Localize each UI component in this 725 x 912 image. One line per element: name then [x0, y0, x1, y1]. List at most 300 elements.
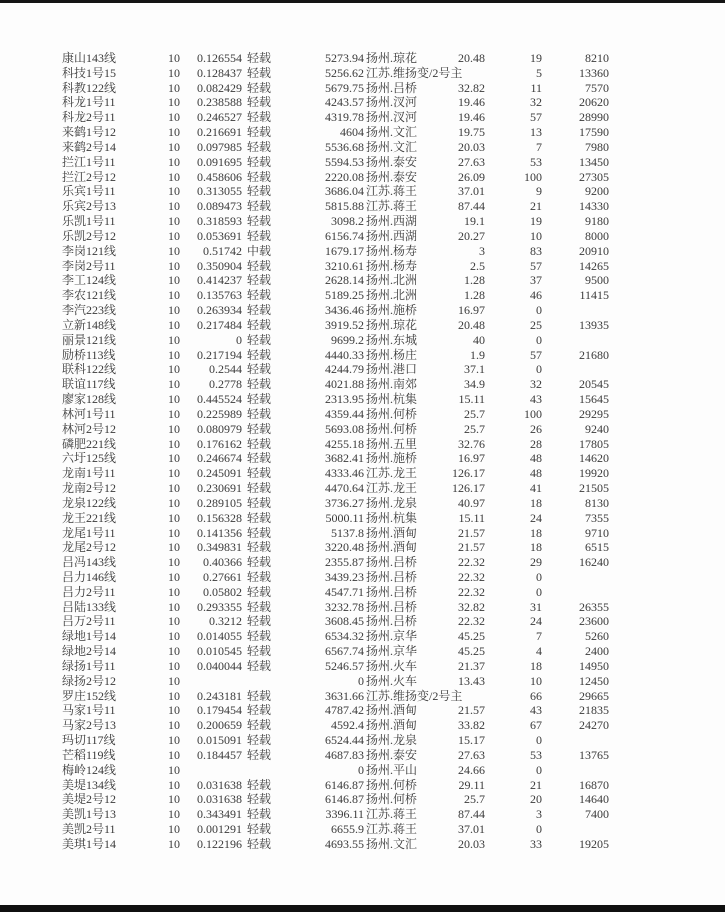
count-cell: 48 — [530, 451, 542, 466]
load-status-cell: 中载 — [247, 243, 272, 258]
voltage-cell: 10 — [168, 777, 180, 792]
station-cell: 扬州.京华 — [366, 644, 418, 659]
table-row[interactable] — [62, 585, 622, 600]
value1-cell: 4021.88 — [325, 377, 364, 392]
value1-cell: 0 — [358, 762, 364, 777]
value3-cell: 28990 — [579, 110, 609, 125]
station-cell: 江苏.蒋王 — [366, 184, 418, 199]
station-cell: 扬州.西湖 — [366, 214, 418, 229]
value3-cell: 19205 — [579, 836, 609, 851]
station-cell: 扬州.汊河 — [366, 110, 418, 125]
count-cell: 57 — [530, 110, 542, 125]
load-status-cell: 轻载 — [247, 377, 272, 392]
line-name-cell: 芒稻119线 — [62, 747, 116, 762]
load-status-cell: 轻载 — [247, 95, 272, 110]
line-name-cell: 来鹤1号12 — [62, 125, 117, 140]
value2-cell: 1.28 — [464, 288, 485, 303]
line-name-cell: 玛切117线 — [62, 733, 116, 748]
line-name-cell: 马家2号13 — [62, 718, 117, 733]
count-cell: 0 — [536, 762, 542, 777]
value2-cell: 45.25 — [458, 629, 485, 644]
value2-cell: 40.97 — [458, 495, 485, 510]
value2-cell: 32.82 — [458, 599, 485, 614]
value2-cell: 21.57 — [458, 525, 485, 540]
value1-cell: 3608.45 — [325, 614, 364, 629]
table-row[interactable] — [62, 170, 622, 185]
table-row[interactable] — [62, 570, 622, 585]
table-row[interactable] — [62, 95, 622, 110]
line-name-cell: 六圩125线 — [62, 451, 117, 466]
line-name-cell: 美堤134线 — [62, 777, 117, 792]
table-row[interactable] — [62, 778, 622, 793]
value3-cell: 21835 — [579, 703, 609, 718]
value1-cell: 6156.74 — [325, 228, 364, 243]
value1-cell: 0 — [358, 673, 364, 688]
value1-cell: 1679.17 — [325, 243, 364, 258]
load-ratio-cell: 0.230691 — [197, 481, 242, 496]
value1-cell: 5273.94 — [325, 51, 364, 65]
table-row[interactable] — [62, 555, 622, 570]
table-row[interactable] — [62, 348, 622, 363]
voltage-cell: 10 — [168, 792, 180, 807]
line-name-cell: 美凯1号13 — [62, 807, 117, 822]
table-row[interactable] — [62, 792, 622, 807]
line-name-cell: 李岗2号11 — [62, 258, 116, 273]
load-ratio-cell: 0.2778 — [209, 377, 242, 392]
table-row[interactable] — [62, 466, 622, 481]
count-cell: 19 — [530, 214, 542, 229]
value2-cell: 87.44 — [458, 807, 485, 822]
table-row[interactable] — [62, 481, 622, 496]
load-status-cell: 轻载 — [247, 718, 272, 733]
station-cell: 扬州.火车 — [366, 658, 418, 673]
value1-cell: 3439.23 — [325, 569, 364, 584]
station-cell: 扬州.北洲 — [366, 288, 418, 303]
table-row[interactable] — [62, 273, 622, 288]
line-name-cell: 龙南1号11 — [62, 466, 116, 481]
value3-cell: 14620 — [579, 451, 609, 466]
station-cell: 扬州.酒甸 — [366, 703, 418, 718]
load-status-cell: 轻载 — [247, 347, 272, 362]
load-ratio-cell: 0.349831 — [197, 540, 242, 555]
voltage-cell: 10 — [168, 288, 180, 303]
value3-cell: 29665 — [579, 688, 609, 703]
table-row[interactable] — [62, 703, 622, 718]
voltage-cell: 10 — [168, 228, 180, 243]
value2-cell: 1.28 — [464, 273, 485, 288]
line-name-cell: 科龙2号11 — [62, 110, 116, 125]
table-row[interactable] — [62, 540, 622, 555]
line-name-cell: 美凯2号11 — [62, 822, 116, 837]
table-row[interactable] — [62, 733, 622, 748]
line-name-cell: 罗庄152线 — [62, 688, 117, 703]
count-cell: 10 — [530, 228, 542, 243]
load-ratio-cell: 0.40366 — [203, 555, 242, 570]
value1-cell: 5594.53 — [325, 154, 364, 169]
count-cell: 20 — [530, 792, 542, 807]
table-row[interactable] — [62, 718, 622, 733]
load-ratio-cell: 0.217484 — [197, 317, 242, 332]
value1-cell: 4787.42 — [325, 703, 364, 718]
value3-cell — [542, 303, 609, 318]
load-status-cell: 轻载 — [247, 65, 272, 80]
value1-cell: 5246.57 — [325, 658, 364, 673]
voltage-cell: 10 — [168, 629, 180, 644]
line-name-cell: 康山143线 — [62, 51, 117, 65]
line-name-cell: 励桥113线 — [62, 347, 116, 362]
table-row[interactable] — [62, 674, 622, 689]
value3-cell — [542, 570, 609, 585]
table-row[interactable] — [62, 496, 622, 511]
value1-cell: 3736.27 — [325, 495, 364, 510]
station-cell: 扬州.琼花 — [366, 317, 418, 332]
load-ratio-cell: 0.263934 — [197, 303, 242, 318]
line-name-cell: 吕万2号11 — [62, 614, 116, 629]
table-row[interactable] — [62, 407, 622, 422]
count-cell: 100 — [524, 169, 542, 184]
load-ratio-cell: 0.126554 — [197, 51, 242, 65]
station-cell: 扬州.酒甸 — [366, 718, 418, 733]
table-row[interactable] — [62, 362, 622, 377]
voltage-cell: 10 — [168, 303, 180, 318]
voltage-cell: 10 — [168, 258, 180, 273]
line-name-cell: 乐宾1号11 — [62, 184, 116, 199]
line-name-cell: 丽景121线 — [62, 332, 117, 347]
value1-cell: 4359.44 — [325, 406, 364, 421]
value3-cell: 5260 — [585, 629, 609, 644]
load-status-cell: 轻载 — [247, 332, 272, 347]
station-cell: 扬州.文汇 — [366, 836, 418, 851]
table-row[interactable] — [62, 184, 622, 199]
voltage-cell: 10 — [168, 703, 180, 718]
value3-cell: 6515 — [585, 540, 609, 555]
voltage-cell: 10 — [168, 466, 180, 481]
value3-cell: 19920 — [579, 466, 609, 481]
value1-cell: 4693.55 — [325, 836, 364, 851]
station-cell: 江苏.维扬变/2号主 — [366, 65, 463, 80]
line-name-cell: 绿扬1号11 — [62, 658, 116, 673]
load-ratio-cell: 0.184457 — [197, 747, 242, 762]
load-status-cell: 轻载 — [247, 139, 272, 154]
count-cell: 53 — [530, 154, 542, 169]
load-ratio-cell: 0.216691 — [197, 125, 242, 140]
table-row[interactable] — [62, 837, 622, 852]
table-row[interactable] — [62, 110, 622, 125]
value1-cell: 5256.62 — [325, 65, 364, 80]
voltage-cell: 10 — [168, 243, 180, 258]
value2-cell: 126.17 — [452, 466, 485, 481]
table-row[interactable] — [62, 66, 622, 81]
value2-cell: 15.11 — [458, 510, 485, 525]
value2-cell: 32.82 — [458, 80, 485, 95]
count-cell: 18 — [530, 658, 542, 673]
value1-cell: 3098.2 — [331, 214, 364, 229]
count-cell: 48 — [530, 466, 542, 481]
load-ratio-cell: 0.179454 — [197, 703, 242, 718]
count-cell: 0 — [536, 569, 542, 584]
station-cell: 江苏.蒋王 — [366, 822, 418, 837]
station-cell: 扬州.东城 — [366, 332, 418, 347]
table-row[interactable] — [62, 318, 622, 333]
value3-cell: 12450 — [579, 673, 609, 688]
table-row[interactable] — [62, 244, 622, 259]
value2-cell: 22.32 — [458, 569, 485, 584]
load-status-cell: 轻载 — [247, 317, 272, 332]
load-ratio-cell: 0.014055 — [197, 629, 242, 644]
load-status-cell: 轻载 — [247, 822, 272, 837]
count-cell: 21 — [530, 777, 542, 792]
value1-cell: 4604 — [340, 125, 364, 140]
table-row[interactable] — [62, 51, 622, 66]
line-name-cell: 马家1号11 — [62, 703, 116, 718]
table-row[interactable] — [62, 689, 622, 704]
value2-cell: 24.66 — [458, 762, 485, 777]
load-ratio-cell: 0.350904 — [197, 258, 242, 273]
window-bottom-border — [0, 905, 725, 912]
line-name-cell: 吕力2号11 — [62, 584, 116, 599]
count-cell: 3 — [536, 807, 542, 822]
voltage-cell: 10 — [168, 317, 180, 332]
load-status-cell: 轻载 — [247, 51, 272, 65]
value3-cell: 21680 — [579, 347, 609, 362]
load-status-cell: 轻载 — [247, 436, 272, 451]
table-row[interactable] — [62, 392, 622, 407]
load-status-cell: 轻载 — [247, 466, 272, 481]
table-row[interactable] — [62, 303, 622, 318]
value1-cell: 3220.48 — [325, 540, 364, 555]
voltage-cell: 10 — [168, 139, 180, 154]
load-status-cell: 轻载 — [247, 80, 272, 95]
table-row[interactable] — [62, 259, 622, 274]
table-row[interactable] — [62, 822, 622, 837]
count-cell: 18 — [530, 495, 542, 510]
load-ratio-cell: 0.245091 — [197, 466, 242, 481]
voltage-cell: 10 — [168, 184, 180, 199]
count-cell: 24 — [530, 510, 542, 525]
value1-cell: 2313.95 — [325, 392, 364, 407]
voltage-cell: 10 — [168, 822, 180, 837]
value3-cell: 15645 — [579, 392, 609, 407]
value2-cell: 45.25 — [458, 644, 485, 659]
table-row[interactable] — [62, 229, 622, 244]
value2-cell: 19.46 — [458, 95, 485, 110]
count-cell: 0 — [536, 733, 542, 748]
station-cell: 扬州.吕桥 — [366, 555, 418, 570]
load-ratio-cell: 0.080979 — [197, 421, 242, 436]
load-ratio-cell: 0.05802 — [203, 584, 242, 599]
table-row[interactable] — [62, 511, 622, 526]
table-row[interactable] — [62, 600, 622, 615]
line-name-cell: 廖家128线 — [62, 392, 117, 407]
station-cell: 扬州.何桥 — [366, 421, 418, 436]
value3-cell: 9710 — [585, 525, 609, 540]
value2-cell: 34.9 — [464, 377, 485, 392]
load-status-cell: 轻载 — [247, 184, 272, 199]
voltage-cell: 10 — [168, 169, 180, 184]
table-row[interactable] — [62, 748, 622, 763]
voltage-cell: 10 — [168, 436, 180, 451]
load-ratio-cell: 0.176162 — [197, 436, 242, 451]
voltage-cell: 10 — [168, 332, 180, 347]
value2-cell: 40 — [473, 332, 485, 347]
value1-cell: 3396.11 — [325, 807, 364, 822]
value2-cell: 1.9 — [470, 347, 485, 362]
load-ratio-cell: 0.414237 — [197, 273, 242, 288]
value1-cell: 6146.87 — [325, 777, 364, 792]
table-row[interactable] — [62, 377, 622, 392]
value2-cell: 19.1 — [464, 214, 485, 229]
value3-cell: 24270 — [579, 718, 609, 733]
voltage-cell: 10 — [168, 525, 180, 540]
value2-cell: 16.97 — [458, 303, 485, 318]
line-name-cell: 来鹤2号14 — [62, 139, 117, 154]
voltage-cell: 10 — [168, 421, 180, 436]
value1-cell: 5000.11 — [325, 510, 364, 525]
value2-cell: 22.32 — [458, 614, 485, 629]
station-cell: 扬州.吕桥 — [366, 614, 418, 629]
line-name-cell: 立新148线 — [62, 317, 117, 332]
load-status-cell: 轻载 — [247, 495, 272, 510]
table-row[interactable] — [62, 125, 622, 140]
table-row[interactable] — [62, 214, 622, 229]
station-cell: 扬州.西湖 — [366, 228, 418, 243]
load-status-cell: 轻载 — [247, 584, 272, 599]
value2-cell: 37.1 — [464, 362, 485, 377]
voltage-cell: 10 — [168, 688, 180, 703]
voltage-cell: 10 — [168, 214, 180, 229]
load-ratio-cell: 0.238588 — [197, 95, 242, 110]
voltage-cell: 10 — [168, 80, 180, 95]
load-status-cell: 轻载 — [247, 540, 272, 555]
value3-cell: 7570 — [585, 80, 609, 95]
table-row[interactable] — [62, 333, 622, 348]
voltage-cell: 10 — [168, 495, 180, 510]
load-status-cell: 轻载 — [247, 362, 272, 377]
load-status-cell: 轻载 — [247, 288, 272, 303]
load-ratio-cell: 0.089473 — [197, 199, 242, 214]
station-cell: 扬州.泰安 — [366, 169, 418, 184]
voltage-cell: 10 — [168, 733, 180, 748]
value3-cell: 8210 — [585, 51, 609, 65]
line-name-cell: 科技1号15 — [62, 65, 117, 80]
load-ratio-cell: 0.445524 — [197, 392, 242, 407]
count-cell: 66 — [530, 688, 542, 703]
value3-cell: 9180 — [585, 214, 609, 229]
station-cell: 扬州.平山 — [366, 762, 418, 777]
station-cell: 江苏.蒋王 — [366, 199, 418, 214]
station-cell: 扬州.琼花 — [366, 51, 418, 65]
value1-cell: 4333.46 — [325, 466, 364, 481]
table-row[interactable] — [62, 140, 622, 155]
table-row[interactable] — [62, 451, 622, 466]
value3-cell: 9200 — [585, 184, 609, 199]
load-ratio-cell: 0.217194 — [197, 347, 242, 362]
table-row[interactable] — [62, 199, 622, 214]
load-status-cell: 轻载 — [247, 258, 272, 273]
load-status-cell: 轻载 — [247, 777, 272, 792]
line-name-cell: 李岗121线 — [62, 243, 117, 258]
power-lines-table — [62, 51, 622, 852]
line-name-cell: 林河2号12 — [62, 421, 117, 436]
value1-cell: 2220.08 — [325, 169, 364, 184]
table-row[interactable] — [62, 659, 622, 674]
station-cell: 扬州.吕桥 — [366, 80, 418, 95]
table-row[interactable] — [62, 437, 622, 452]
voltage-cell: 10 — [168, 377, 180, 392]
voltage-cell: 10 — [168, 614, 180, 629]
load-status-cell: 轻载 — [247, 406, 272, 421]
value1-cell: 2628.14 — [325, 273, 364, 288]
count-cell: 67 — [530, 718, 542, 733]
value2-cell — [444, 66, 485, 81]
value2-cell — [444, 689, 485, 704]
load-status-cell: 轻载 — [247, 481, 272, 496]
value2-cell: 29.11 — [458, 777, 485, 792]
line-name-cell: 拦江2号12 — [62, 169, 117, 184]
voltage-cell: 10 — [168, 199, 180, 214]
value3-cell: 14950 — [579, 658, 609, 673]
table-row[interactable] — [62, 526, 622, 541]
load-ratio-cell: 0.031638 — [197, 777, 242, 792]
table-row[interactable] — [62, 155, 622, 170]
station-cell: 扬州.文汇 — [366, 125, 418, 140]
voltage-cell: 10 — [168, 540, 180, 555]
load-ratio-cell: 0.135763 — [197, 288, 242, 303]
load-status-cell: 轻载 — [247, 658, 272, 673]
load-status-cell: 轻载 — [247, 525, 272, 540]
station-cell: 扬州.施桥 — [366, 451, 418, 466]
value2-cell: 3 — [479, 243, 485, 258]
load-status-cell: 轻载 — [247, 747, 272, 762]
load-ratio-cell: 0.2544 — [209, 362, 242, 377]
load-status-cell: 轻载 — [247, 273, 272, 288]
table-row[interactable] — [62, 763, 622, 778]
window-top-border — [0, 0, 725, 3]
value3-cell — [542, 362, 609, 377]
table-row[interactable] — [62, 614, 622, 629]
table-row[interactable] — [62, 81, 622, 96]
line-name-cell: 联谊117线 — [62, 377, 116, 392]
value1-cell: 3686.04 — [325, 184, 364, 199]
value3-cell — [542, 585, 609, 600]
load-ratio-cell: 0.200659 — [197, 718, 242, 733]
load-status-cell: 轻载 — [247, 228, 272, 243]
value3-cell: 14640 — [579, 792, 609, 807]
table-row[interactable] — [62, 422, 622, 437]
table-row[interactable] — [62, 644, 622, 659]
table-row[interactable] — [62, 807, 622, 822]
value2-cell: 126.17 — [452, 481, 485, 496]
line-name-cell: 乐宾2号13 — [62, 199, 117, 214]
voltage-cell: 10 — [168, 569, 180, 584]
count-cell: 9 — [536, 184, 542, 199]
value3-cell — [542, 333, 609, 348]
load-ratio-cell: 0.243181 — [197, 688, 242, 703]
load-status-cell: 轻载 — [247, 110, 272, 125]
count-cell: 0 — [536, 303, 542, 318]
table-row[interactable] — [62, 288, 622, 303]
value2-cell: 21.57 — [458, 540, 485, 555]
count-cell: 21 — [530, 199, 542, 214]
value3-cell: 11415 — [579, 288, 609, 303]
load-status-cell: 轻载 — [247, 836, 272, 851]
value3-cell: 20545 — [579, 377, 609, 392]
station-cell: 扬州.港口 — [366, 362, 418, 377]
station-cell: 扬州.五里 — [366, 436, 418, 451]
count-cell: 26 — [530, 421, 542, 436]
value1-cell: 5137.8 — [331, 525, 364, 540]
table-row[interactable] — [62, 629, 622, 644]
